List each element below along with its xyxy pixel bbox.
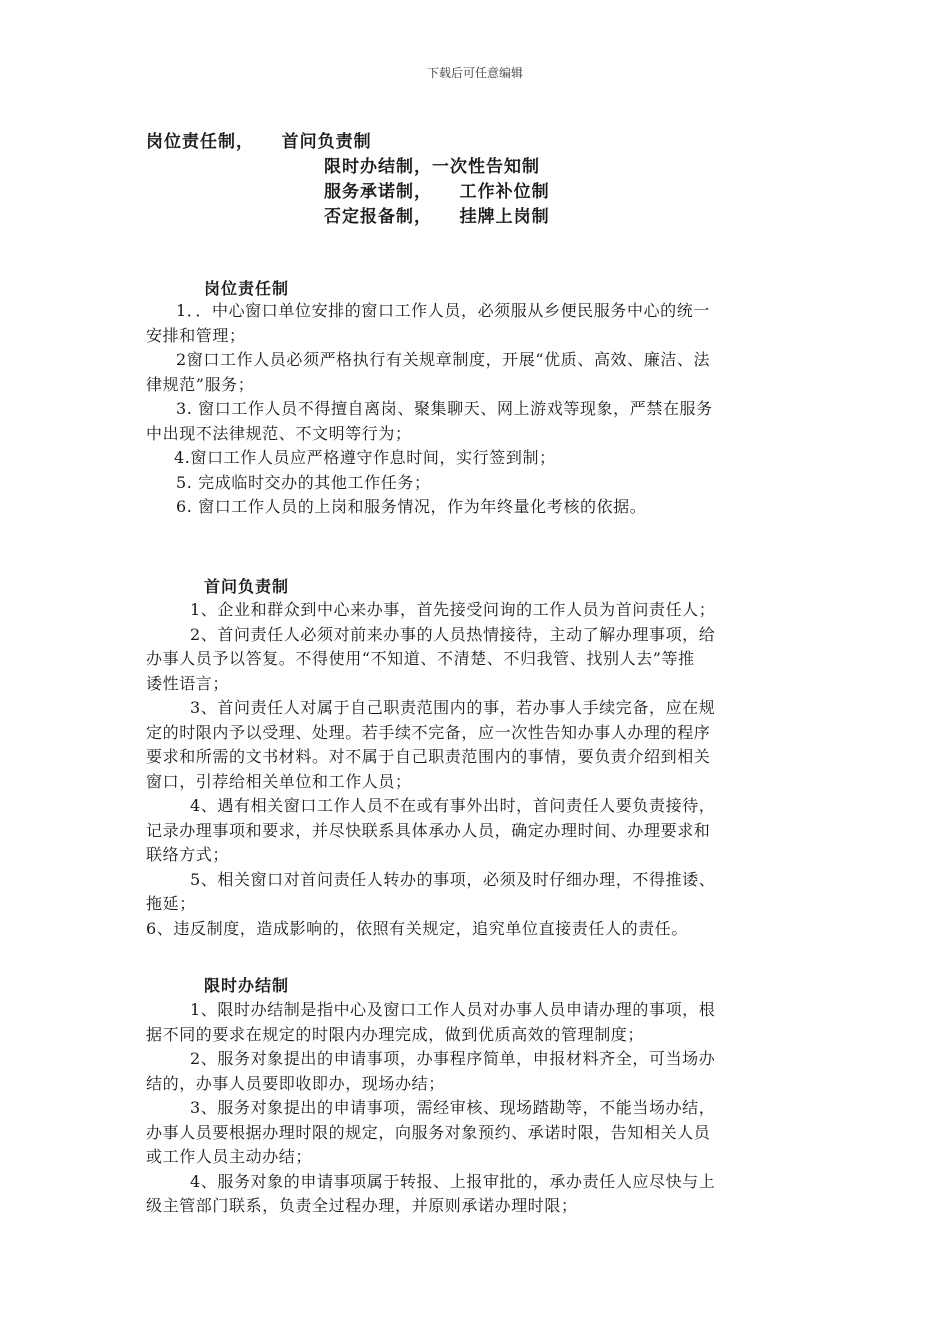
paragraph-line: 2窗口工作人员必须严格执行有关规章制度，开展“优质、高效、廉洁、法 xyxy=(176,350,711,369)
section-body xyxy=(146,598,796,941)
paragraph-line: 据不同的要求在规定的时限内办理完成，做到优质高效的管理制度； xyxy=(146,1024,645,1044)
section-title: 首问负责制 xyxy=(204,577,290,596)
paragraph-line: 窗口，引荐给相关单位和工作人员； xyxy=(146,771,412,791)
paragraph-line: 2、首问责任人必须对前来办事的人员热情接待，主动了解办理事项，给 xyxy=(190,624,716,644)
paragraph-line: 4、遇有相关窗口工作人员不在或有事外出时，首问责任人要负责接待， xyxy=(190,796,716,815)
paragraph-line: 3、首问责任人对属于自己职责范围内的事，若办事人手续完备，应在规 xyxy=(190,698,716,717)
section-title: 限时办结制 xyxy=(204,976,290,995)
paragraph-line: 1、企业和群众到中心来办事，首先接受问询的工作人员为首问责任人； xyxy=(190,600,716,619)
paragraph-line: 1．．中心窗口单位安排的窗口工作人员，必须服从乡便民服务中心的统一 xyxy=(176,301,710,320)
paragraph-line: 3. 窗口工作人员不得擅自离岗、聚集聊天、网上游戏等现象，严禁在服务 xyxy=(176,399,713,418)
paragraph-line: 律规范”服务； xyxy=(146,374,255,394)
paragraph-line: 记录办理事项和要求，并尽快联系具体承办人员，确定办理时间、办理要求和 xyxy=(146,820,711,840)
paragraph-line: 结的，办事人员要即收即办，现场办结； xyxy=(146,1073,445,1093)
paragraph-line: 3、服务对象提出的申请事项，需经审核、现场踏勘等，不能当场办结， xyxy=(190,1098,716,1117)
paragraph-line: 5、相关窗口对首问责任人转办的事项，必须及时仔细办理，不得推诿、 xyxy=(190,869,716,889)
paragraph-line: 办事人员予以答复。不得使用“不知道、不清楚、不归我管、找别人去”等推 xyxy=(146,649,695,668)
paragraph-line: 诿性语言； xyxy=(146,673,230,693)
paragraph-line: 要求和所需的文书材料。对不属于自己职责范围内的事情，要负责介绍到相关 xyxy=(146,747,711,766)
paragraph-line: 6. 窗口工作人员的上岗和服务情况，作为年终量化考核的依据。 xyxy=(176,497,647,516)
toc-line: 岗位责任制， 首问负责制 xyxy=(146,132,372,152)
paragraph-line: 或工作人员主动办结； xyxy=(146,1147,313,1166)
section-body xyxy=(146,998,796,1219)
paragraph-line: 办事人员要根据办理时限的规定，向服务对象预约、承诺时限，告知相关人员 xyxy=(146,1122,711,1142)
paragraph-line: 6、违反制度，造成影响的，依照有关规定，追究单位直接责任人的责任。 xyxy=(146,918,688,938)
paragraph-line: 定的时限内予以受理、处理。若手续不完备，应一次性告知办事人办理的程序 xyxy=(146,722,711,742)
section-body xyxy=(146,299,796,520)
paragraph-line: 联络方式； xyxy=(146,845,230,864)
page-header: 下载后可任意编辑 xyxy=(426,66,523,80)
paragraph-line: 1、限时办结制是指中心及窗口工作人员对办事人员申请办理的事项，根 xyxy=(190,1000,716,1019)
toc-line: 限时办结制，一次性告知制 xyxy=(324,157,540,177)
paragraph-line: 拖延； xyxy=(146,894,196,913)
paragraph-line: 2、服务对象提出的申请事项，办事程序简单，申报材料齐全，可当场办 xyxy=(190,1049,716,1068)
paragraph-line: 安排和管理； xyxy=(146,325,246,345)
paragraph-line: 4.窗口工作人员应严格遵守作息时间，实行签到制； xyxy=(174,448,556,467)
paragraph-line: 中出现不法律规范、不文明等行为； xyxy=(146,423,412,443)
paragraph-line: 4、服务对象的申请事项属于转报、上报审批的，承办责任人应尽快与上 xyxy=(190,1171,716,1191)
section-title: 岗位责任制 xyxy=(204,279,290,298)
toc-line: 服务承诺制， 工作补位制 xyxy=(324,182,550,202)
toc-line: 否定报备制， 挂牌上岗制 xyxy=(324,207,550,227)
paragraph-line: 5. 完成临时交办的其他工作任务； xyxy=(176,472,431,492)
paragraph-line: 级主管部门联系，负责全过程办理，并原则承诺办理时限； xyxy=(146,1196,578,1215)
